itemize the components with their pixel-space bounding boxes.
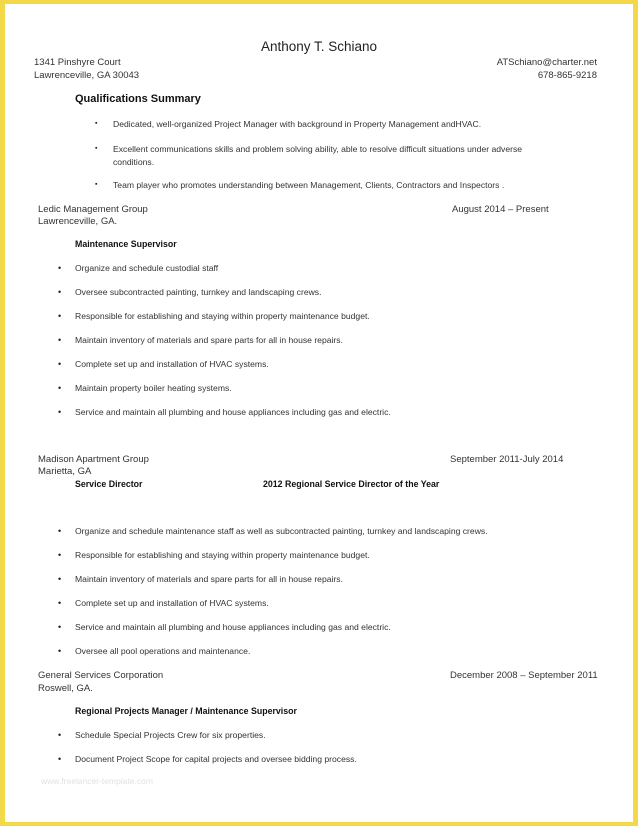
- bullet-dot: •: [58, 550, 62, 560]
- job-location: Roswell, GA.: [38, 683, 93, 694]
- address-line-1: 1341 Pinshyre Court: [34, 57, 121, 68]
- job-bullet: Complete set up and installation of HVAC systems.: [75, 598, 269, 608]
- bullet-dot: •: [58, 754, 62, 764]
- bullet-dot: •: [58, 598, 62, 608]
- job-role: Regional Projects Manager / Maintenance Supervisor: [75, 706, 297, 716]
- job-company: General Services Corporation: [38, 670, 164, 681]
- bullet-dot: •: [58, 335, 62, 345]
- summary-item-continuation: conditions.: [113, 157, 155, 167]
- job-bullet: Responsible for establishing and staying within property maintenance budget.: [75, 311, 370, 321]
- bullet-dot: •: [58, 287, 62, 297]
- bullet-dot: •: [58, 574, 62, 584]
- bullet-dot: •: [58, 622, 62, 632]
- summary-item: Team player who promotes understanding between Management, Clients, Contractors and Inspectors .: [113, 180, 505, 190]
- job-bullet: Maintain inventory of materials and spare parts for all in house repairs.: [75, 574, 343, 584]
- resume-name: Anthony T. Schiano: [260, 39, 378, 54]
- job-bullet: Oversee all pool operations and maintenance.: [75, 646, 251, 656]
- job-bullet: Complete set up and installation of HVAC systems.: [75, 359, 269, 369]
- job-dates: December 2008 – September 2011: [450, 670, 598, 681]
- job-location: Marietta, GA: [38, 466, 92, 477]
- bullet-dot: •: [58, 359, 62, 369]
- summary-item: Dedicated, well-organized Project Manager with background in Property Management andHVAC.: [113, 119, 482, 129]
- job-bullet: Organize and schedule maintenance staff as well as subcontracted painting, turnkey and landscaping crews.: [75, 526, 488, 536]
- job-company: Ledic Management Group: [38, 204, 148, 215]
- bullet-dot: •: [58, 526, 62, 536]
- summary-item: Excellent communications skills and problem solving ability, able to resolve difficult situations under adverse: [113, 144, 523, 154]
- job-dates: August 2014 – Present: [452, 204, 549, 215]
- job-role: Maintenance Supervisor: [75, 239, 177, 249]
- job-dates: September 2011-July 2014: [450, 454, 564, 465]
- job-location: Lawrenceville, GA.: [38, 216, 118, 227]
- job-bullet: Document Project Scope for capital projects and oversee bidding process.: [75, 754, 357, 764]
- job-bullet: Organize and schedule custodial staff: [75, 263, 219, 273]
- bullet-dot: •: [58, 311, 62, 321]
- job-bullet: Maintain inventory of materials and spare parts for all in house repairs.: [75, 335, 343, 345]
- summary-heading: Qualifications Summary: [75, 93, 201, 105]
- bullet-dot: •: [58, 407, 62, 417]
- job-award: 2012 Regional Service Director of the Year: [263, 479, 440, 489]
- job-bullet: Service and maintain all plumbing and house appliances including gas and electric.: [75, 407, 391, 417]
- email: ATSchiano@charter.net: [496, 57, 597, 68]
- bullet-dot: •: [58, 263, 62, 273]
- phone: 678-865-9218: [537, 70, 597, 81]
- job-bullet: Responsible for establishing and staying within property maintenance budget.: [75, 550, 370, 560]
- summary-bullet-marker: ▪: [95, 120, 98, 127]
- job-role: Service Director: [75, 479, 143, 489]
- job-bullet: Service and maintain all plumbing and house appliances including gas and electric.: [75, 622, 391, 632]
- job-bullet: Schedule Special Projects Crew for six properties.: [75, 730, 266, 740]
- bullet-dot: •: [58, 730, 62, 740]
- summary-bullet-marker: ▪: [95, 145, 98, 152]
- job-bullet: Oversee subcontracted painting, turnkey and landscaping crews.: [75, 287, 322, 297]
- summary-bullet-marker: ▪: [95, 181, 98, 188]
- watermark-text: www.freelancer-template.com: [41, 776, 153, 786]
- resume-page: [5, 4, 633, 822]
- job-company: Madison Apartment Group: [38, 454, 149, 465]
- bullet-dot: •: [58, 383, 62, 393]
- job-bullet: Maintain property boiler heating systems.: [75, 383, 232, 393]
- address-line-2: Lawrenceville, GA 30043: [34, 70, 140, 81]
- bullet-dot: •: [58, 646, 62, 656]
